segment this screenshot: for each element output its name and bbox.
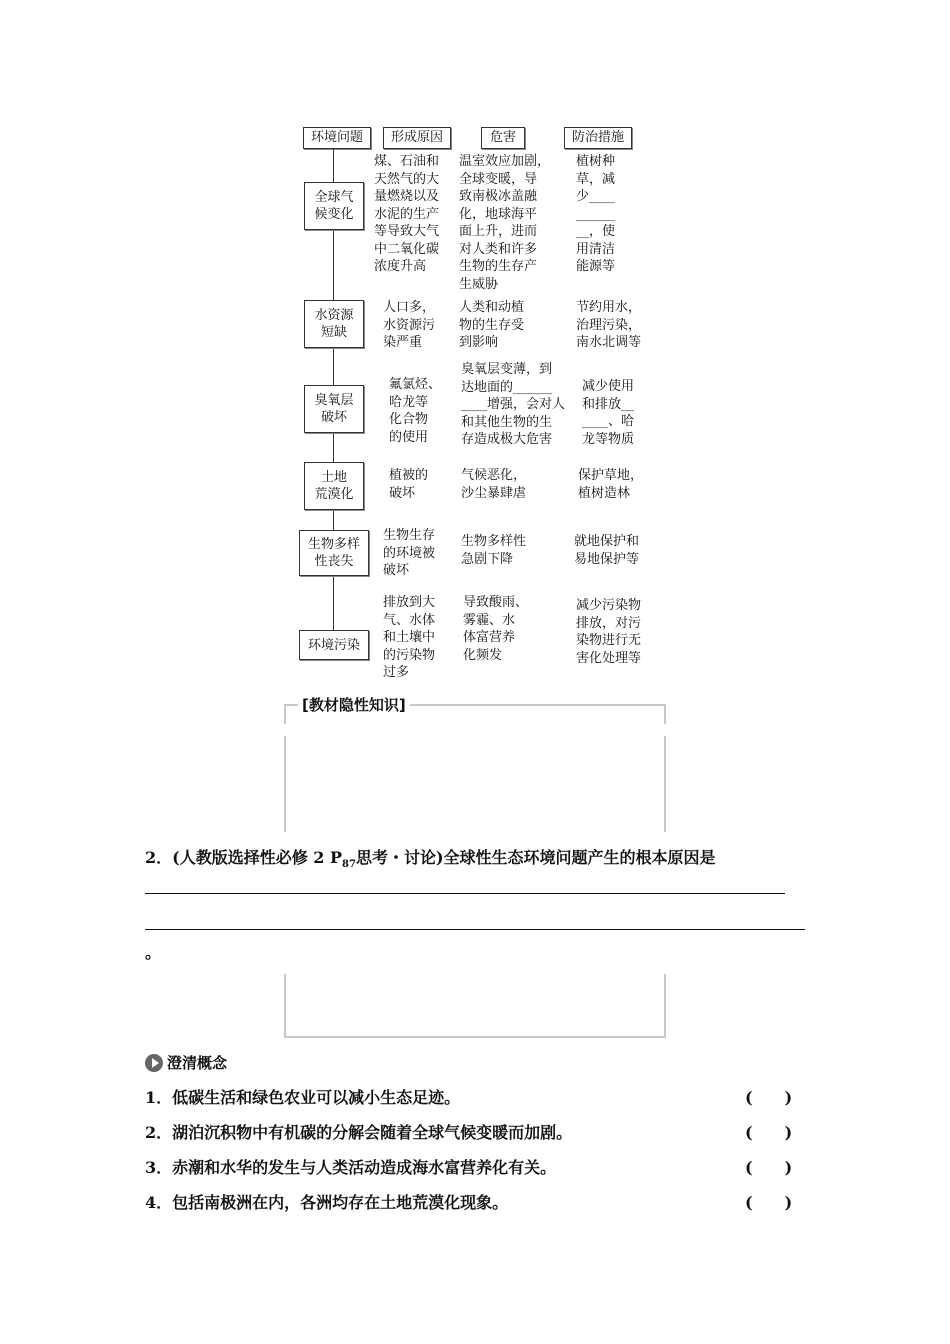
cause-pollution: 排放到大 气、水体 和土壤中 的污染物 过多	[383, 595, 436, 680]
hidden-knowledge-frame-sides	[284, 736, 666, 832]
measure-water: 节约用水， 治理污染， 南水北调等	[576, 300, 642, 350]
problem-box-desertification: 土地 荒漠化	[304, 462, 364, 510]
cause-water: 人口多， 水资源污 染严重	[383, 300, 436, 350]
measure-ozone: 减少使用 和排放__ ____、哈 龙等物质	[582, 379, 635, 447]
header-harm: 危害	[481, 127, 525, 149]
measure-climate: 植树种 草，减 少____ ______ __，使 用清洁 能源等	[576, 154, 616, 274]
cause-biodiversity: 生物生存 的环境被 破坏	[383, 528, 436, 578]
harm-biodiversity: 生物多样性 急剧下降	[461, 534, 527, 567]
problem-box-water: 水资源 短缺	[304, 300, 364, 348]
problem-box-biodiversity: 生物多样 性丧失	[299, 530, 369, 576]
answer-line-1[interactable]	[145, 893, 785, 894]
harm-water: 人类和动植 物的生存受 到影响	[459, 300, 525, 350]
harm-pollution: 导致酸雨、 雾霾、水 体富营养 化频发	[463, 595, 529, 663]
question-2-source: (人教版选择性必修 2 P	[172, 848, 343, 867]
statement-3-text: 赤潮和水华的发生与人类活动造成海水富营养化有关。	[172, 1158, 557, 1177]
statement-2-number: 2．	[145, 1123, 173, 1142]
statement-2	[145, 1120, 572, 1143]
statement-2-text: 湖泊沉积物中有机碳的分解会随着全球气候变暖而加剧。	[172, 1123, 573, 1142]
problem-box-pollution: 环境污染	[299, 630, 369, 660]
problem-box-ozone: 臭氧层 破坏	[304, 385, 364, 433]
statement-4	[145, 1190, 508, 1213]
hidden-knowledge-title: [教材隐性知识]	[298, 694, 410, 715]
measure-biodiversity: 就地保护和 易地保护等	[574, 534, 640, 567]
statement-2-answer-box[interactable]: ( )	[745, 1123, 793, 1142]
harm-climate: 温室效应加剧， 全球变暖，导 致南极冰盖融 化，地球海平 面上升，进而 对人类和许多 生物的生存产 生威胁	[459, 154, 551, 292]
problem-box-climate: 全球气 候变化	[304, 182, 364, 230]
statement-1-number: 1．	[145, 1088, 173, 1107]
clarify-heading	[145, 1052, 227, 1073]
harm-desertification: 气候恶化， 沙尘暴肆虐	[461, 468, 527, 501]
statement-3-answer-box[interactable]: ( )	[745, 1158, 793, 1177]
harm-ozone: 臭氧层变薄，到 达地面的______ ____增强，会对人 和其他生物的生 存造成极大危害	[461, 362, 566, 447]
statement-1-answer-box[interactable]: ( )	[745, 1088, 793, 1107]
statement-3-number: 3．	[145, 1158, 173, 1177]
question-2-text: 全球性生态环境问题产生的根本原因是	[443, 848, 716, 867]
clarify-title: 澄清概念	[167, 1054, 228, 1072]
question-2-page-sub: 87	[342, 859, 356, 871]
statement-3	[145, 1155, 556, 1178]
cause-desertification: 植被的 破坏	[389, 468, 429, 501]
statement-1	[145, 1085, 460, 1108]
cause-ozone: 氟氯烃、 哈龙等 化合物 的使用	[389, 377, 442, 445]
statement-4-text: 包括南极洲在内，各洲均存在土地荒漠化现象。	[172, 1193, 509, 1212]
cause-climate: 煤、石油和 天然气的大 量燃烧以及 水泥的生产 等导致大气 中二氧化碳 浓度升高	[374, 154, 440, 274]
question-2-source-suffix: 思考・讨论)	[355, 848, 444, 867]
statement-4-number: 4．	[145, 1193, 173, 1212]
measure-pollution: 减少污染物 排放，对污 染物进行无 害化处理等	[576, 598, 642, 666]
answer-line-2[interactable]	[145, 929, 805, 930]
question-2-number: 2．	[145, 848, 173, 867]
answer-frame-bottom	[284, 974, 666, 1038]
header-cause: 形成原因	[383, 127, 451, 149]
header-environment-problem: 环境问题	[303, 127, 371, 149]
question-2	[145, 845, 716, 870]
header-measure: 防治措施	[564, 127, 632, 149]
question-2-end: 。	[145, 943, 162, 962]
measure-desertification: 保护草地， 植树造林	[578, 468, 644, 501]
statement-4-answer-box[interactable]: ( )	[745, 1193, 793, 1212]
statement-1-text: 低碳生活和绿色农业可以减小生态足迹。	[172, 1088, 461, 1107]
play-icon	[145, 1054, 163, 1072]
